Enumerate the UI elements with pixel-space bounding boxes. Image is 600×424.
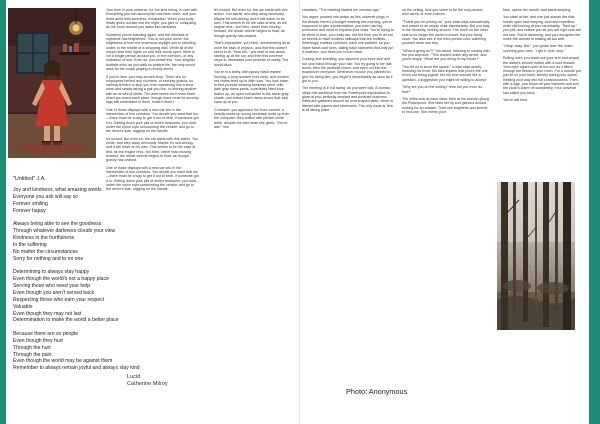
story-paragraph: Confused, you approach the front counter. A heavily made-up young secretary looks up from the computer, then smiles with perfect white teeth, despite the bad news she gives. "You're late," she [214,107,290,129]
poem-line: Through the hurt [13,344,51,351]
poem-title: "Untitled" J.A. [13,176,46,182]
story-paragraph: "Okay, okay, fine," you groan over the noise, covering your ears. "I get it. Just- stop." [503,44,574,53]
story-column-5 [503,8,583,106]
story-paragraph: It's locked. But even so, the car starts with this action. You recite, and step away nervously. Maybe it's self-driving, and it will leave on its own. This seems to be the case at first, as the engine revs...but then, rather than moving forward, the whole vehicle begins to float, as though gravity has ceased. [106,136,199,163]
poem-line: Because there are so people [13,330,79,337]
poem-line: No matter the circumstances [13,248,78,255]
story-paragraph: If you're here, you may as well shop. There are no employees behind any counters, or security guards, so nothing is there to stop you from wandering into a shoe store and simply taking a pair you like, or leaving another with an armful of shirts. The alert sirens don't even blare when you leave each place, though there must be security tags still embedded in them, mustn't there? [106,74,199,105]
story-paragraph: "Thank you for joining us," your boss says sarcastically, and waves to an empty chair dismissively. But you stay in the doorway, looking around. The room on the other side is no longer the janitor's closet, but your living room. You also see in the third person now, watching yourself delve into fury. [402,19,490,46]
poem-line: Forever happy [13,207,46,214]
poem-line: Valuable [13,303,33,310]
poem-line: Even though you aren't served back [13,289,95,296]
story-paragraph: You're in a lobby, with glossy black marble flooring, a long wooden front desk, and modern red chairs lined up in little rows. You look down to find yourself wearing business attire, with dark gray dress pants, a perfectly fitted blue button up, an open suit jacket in the same gray shade, and shined black dress shoes that wink back up at you. [214,70,290,105]
story-paragraph: One of those displays with a new car sits in the intersection of two corridors. You decide you want that too—there must be a way to get it out of here, if someone got it in. Getting down your pile of stolen treasures, you duck under the nylon rope surrounding the vehicle, and go to the driver's side, tugging on the handle. [106,107,199,134]
poem-line: Even though the world's not a happy place [13,275,109,282]
story-author: Catherine Milroy [127,381,168,387]
story-paragraph: One of those displays with a new car sits in the intersection of two corridors. You decide you want that too—there must be a way to get it out of here. If someone got it in. Getting down your pile of stolen treasures, you duck under the nylon rope surrounding the vehicle, and go to the driver's side, tugging on the handle. [106,165,199,192]
poem-line: Always being able to see the goodness [13,221,102,228]
poem-line: Sorry for nothing and to no one [13,255,84,262]
poem-line: Even though the world may be against them [13,358,113,365]
story-paragraph: That's impossible, you think, remembering all at once the laws of physics, and that this doesn't seem to fit. "How the-" you start to ask aloud, staring up at the car, and then this universe stops in, dismisses your protests of reality. The world blurs. [214,41,290,67]
story-column-4 [402,8,490,117]
poem-stanza [13,330,140,372]
poem-line: Serving those who need your help [13,282,91,289]
story-paragraph: "What is going on?!" You shout, refusing to comply with the plot anymore. "This doesn't make any sense, and you're angry. "What are you doing in my house?" [402,48,490,62]
story-paragraph: Rolling over, you reach out your arm and smack the alarm's snooze button with a loud thwack. Your eyes squint open at the sun as it filters through the blinds in your room. For a minute you just lie on your back, silently staring into space, blinking your way into full consciousness. Then, with a sigh, you throw off your blankets and turn the clock's alarm off completely. Your universe has called you back. [503,56,582,95]
story-paragraph: Suddenly you're standing again, and the dimness of nighttime has brightened. This is not your home; the brightness is from the enormous skylight you're standing under, in the middle of a shopping mall. While all of the shops have their lights on and their doors open, there is not a single person around you. In the corridors, or any indication of one. Even so, you sense this. Your singular footfalls echo as you walk so pristine tile, the only sound save for the music playing to empty stores. [106,32,196,72]
poem-line: Remember to always remain joyful and always stay kind [13,365,140,372]
story-paragraph: face, opens her mouth, and starts beeping. [503,8,572,12]
page-fold [299,0,300,424]
story-paragraph: You argue, pushed into action as this universe plugs in the details: there's a budget meeting this morning, you're supposed to give a presentation, you even had big promotion and need to impress your boss. You're trying to be there in time, you really are, but the floor you're let out on seems to have endless hallways that are endless. Seemingly endless corridors, each one padded, so you make twists and turns, taking back stairwells that only put it nowhere, and force you to turn back. [302,15,394,54]
poem-line: Determining to always stay happy [13,269,90,276]
story-paragraph: You stare at her, and she just stands like that, mouth open and beeping, loud and repetitive, while still looking at you expectantly. "Shut up," you yell, and realize you as you are right now are not real. You're dreaming, and you recognize the noise the woman is making all too well. [503,15,582,41]
story-paragraph: Your time in your universe, for the time being, is over with. Everything you can accomplish has been done, and your limbs ache with soreness, exhaustion. When your body finally gives out late into the night, you give in, collapsing as the room around you fades into darkness. [106,8,199,30]
poem-line: Through the pain [13,351,52,358]
poem-stanza [13,221,116,262]
story-paragraph: You're still tired. [503,98,529,103]
story-title: Lucid [127,374,141,380]
forest-photo [497,182,575,330]
story-paragraph: "You let us in since the space," a man says slowly, frowning his brow. His face implies that you're the one who's not being logical, but his tone sounds like a question, a suggestion you might be willing to accept. [402,64,488,82]
poem-line: In the suffering [13,241,47,248]
story-column-1 [106,8,199,195]
poem-line: Joy and kindness, what amazing words [13,187,102,193]
story-paragraph: Cursing and sweating, you squeeze your eyes shut and run your hand through your hair. You try going to the last doors, then the janitorial closet, and open out into the boardroom everyone. Whenever excuse you planned to give for being late, you forget it immediately as soon as it got to you. [302,57,393,83]
story-paragraph: on the ceiling. And you seem to be the only person who cares, or even notices. [402,8,483,17]
story-paragraph: chastises. "The meeting started ten minutes ago." [302,8,382,12]
story-paragraph: The elites look at each other, then at the woman giving the Powerpoint. She bites her lip and glances around, looking for an answer. Then she brightens and seems to find one. She meets your [402,96,489,114]
story-column-2 [214,8,290,132]
story-paragraph: "Why are you on the ceiling? How did you even do that?" [402,85,483,94]
illustration-credit: Anonymous [26,158,58,164]
poem-line: Even though they hurt [13,337,63,344]
poem-line: Even though they may not last [13,310,82,317]
poem-line: Everyone you ask will say so [13,193,79,200]
story-signature [127,374,168,388]
poem-line: Kindness in the hurtfulness [13,234,75,241]
photo [497,182,575,330]
poem-line: Through whatever darkness clouds your view [13,228,116,235]
illustration [8,8,96,164]
poem-line: Determination to make the world a better place [13,317,119,324]
story-column-3 [302,8,394,115]
story-paragraph: The meeting is in full swing, as you were told. A woman stops mid-sentence from her Powerpoint explanation to glare at you, perfectly dressed and polished business elites are gathered around an oval-shaped table, which is littered with papers and briefcases. The only issue is, this is all taking place [302,86,394,112]
right-accent-stripe [589,0,600,424]
photo-caption: Photo: Anonymous [346,387,408,396]
story-paragraph: It's locked. But even so, the car starts with this action. You startle, and step away nervously. Maybe it's self-driving, and it will leave on its own. This seems to be the case at first, as the engine revs...but then, rather than moving forward, the whole vehicle begins to float, as though gravity has ceased. [214,8,288,38]
poem-line: Forever smiling [13,200,48,207]
illustration-artwork [8,8,96,158]
poem-stanza [13,269,119,324]
poem-stanza [13,187,102,215]
left-accent-stripe [0,0,6,424]
poem-line: Respecting those who earn your respect [13,296,105,303]
